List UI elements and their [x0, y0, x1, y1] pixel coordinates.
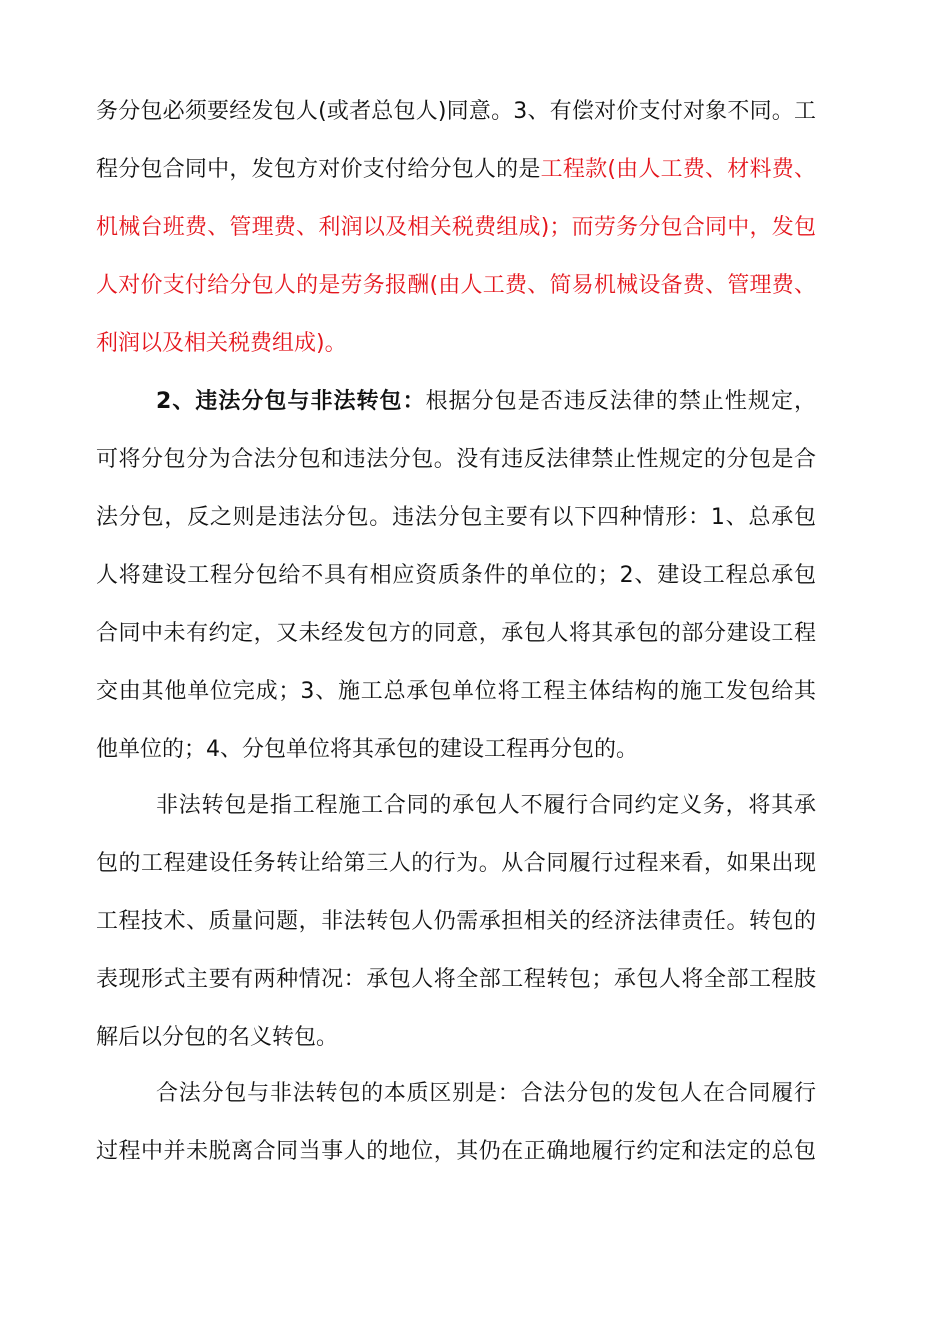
text-line-3-highlighted: 机械台班费、管理费、利润以及相关税费组成)；而劳务分包合同中，发包	[96, 215, 816, 240]
highlighted-text: 工程款(由人工费、材料费、	[540, 157, 816, 182]
text-line-11: 交由其他单位完成；3、施工总承包单位将工程主体结构的施工发包给其	[96, 679, 816, 704]
text-line-15: 工程技术、质量问题，非法转包人仍需承担相关的经济法律责任。转包的	[96, 909, 816, 934]
text-line-12: 他单位的；4、分包单位将其承包的建设工程再分包的。	[96, 737, 638, 762]
text-line-10: 合同中未有约定，又未经发包方的同意，承包人将其承包的部分建设工程	[96, 621, 816, 646]
text-line-18: 合法分包与非法转包的本质区别是：合法分包的发包人在合同履行	[156, 1081, 816, 1106]
text-line-1: 务分包必须要经发包人(或者总包人)同意。3、有偿对价支付对象不同。工	[96, 99, 816, 124]
section-heading: 2、违法分包与非法转包：	[156, 389, 426, 414]
text-line-2: 程分包合同中，发包方对价支付给分包人的是工程款(由人工费、材料费、	[96, 157, 816, 182]
text-line-14: 包的工程建设任务转让给第三人的行为。从合同履行过程来看，如果出现	[96, 851, 816, 876]
text-line-7: 可将分包分为合法分包和违法分包。没有违反法律禁止性规定的分包是合	[96, 447, 816, 472]
text-line-8: 法分包，反之则是违法分包。违法分包主要有以下四种情形：1、总承包	[96, 505, 816, 530]
text-line-6: 2、违法分包与非法转包：根据分包是否违反法律的禁止性规定，	[156, 389, 816, 414]
text-line-13: 非法转包是指工程施工合同的承包人不履行合同约定义务，将其承	[156, 793, 816, 818]
text-line-5-highlighted: 利润以及相关税费组成)。	[96, 331, 347, 356]
text-line-17: 解后以分包的名义转包。	[96, 1025, 339, 1050]
text-line-16: 表现形式主要有两种情况：承包人将全部工程转包；承包人将全部工程肢	[96, 967, 816, 992]
text-line-4-highlighted: 人对价支付给分包人的是劳务报酬(由人工费、简易机械设备费、管理费、	[96, 273, 816, 298]
text-line-19: 过程中并未脱离合同当事人的地位，其仍在正确地履行约定和法定的总包	[96, 1139, 816, 1164]
text-line-9: 人将建设工程分包给不具有相应资质条件的单位的；2、建设工程总承包	[96, 563, 816, 588]
